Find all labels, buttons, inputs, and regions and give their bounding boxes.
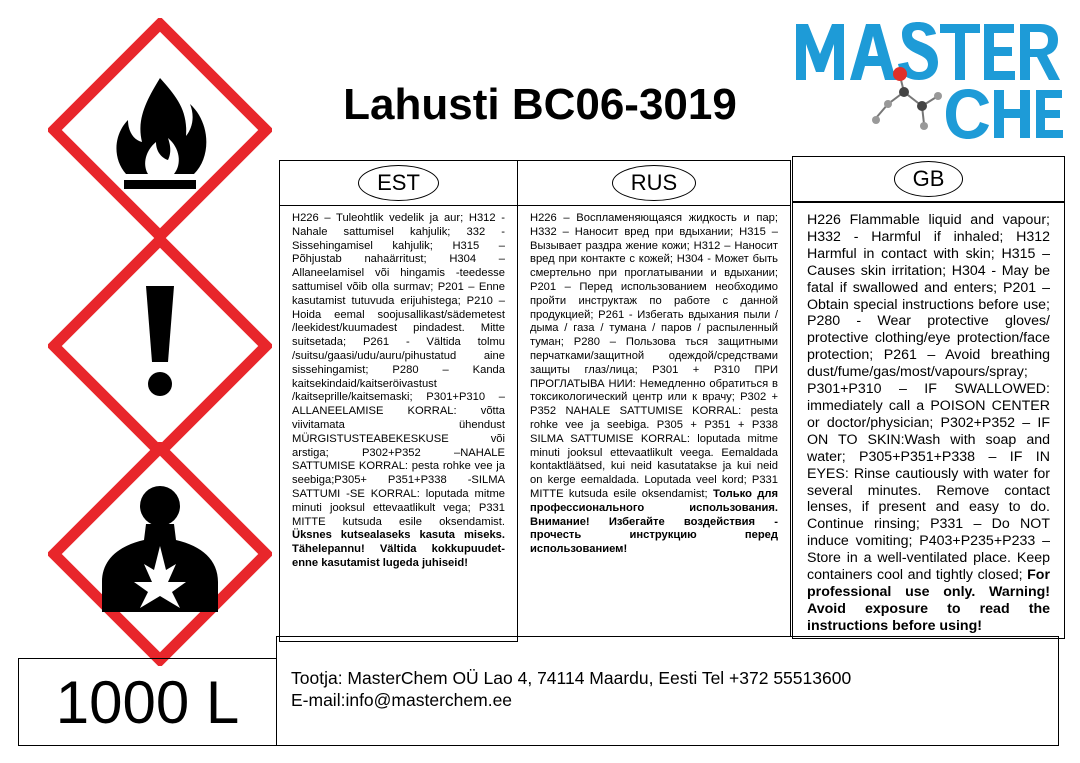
est-warning: Üksnes kutsealaseks kasuta miseks. Tähelepannu! Vältida kokkupuudet-enne kasutamist lugeda juhiseid! (292, 529, 505, 569)
gb-statements: H226 Flammable liquid and vapour; H332 - Harmful if inhaled; H312 Harmful in contact with skin; H315 – Causes skin irritation; H304 - May be fatal if swallowed and enters; P201 – Obtain special instructions before use; P280 - Wear protective gloves/ protective clothing/eye protection/face protection; P261 – Avoid breathing dust/fume/gas/most/vapours/spray; P301+P310 – IF SWALLOWED: immediately call a POISON CENTER or doctor/physician; P302+P352 – IF ON TO SKIN:Wash with soap and water; P305+P351+P338 – IF IN EYES: Rinse cautiously with water for several minutes. Remove contact lenses, if present and easy to do. Continue rinsing; P331 – Do NOT induce vomiting; P403+P235+P233 – Store in a well-ventilated place. Keep containers cool and tightly closed; (807, 212, 1050, 584)
gb-header-box (792, 156, 1065, 202)
masterchem-logo (790, 14, 1070, 144)
rus-statements: H226 – Воспламеняющаяся жидкость и пар; H332 – Наносит вред при вдыхании; H315 – Вызывает раздра жение кожи; H312 – Наносит вред при контакте с кожей; H304 - Может быть смертельно при проглатывании и вдыхании; P201 – Перед использованием необходимо пройти инструктаж по работе с данной продукцией; P261 - Избегать вдыхания пыли / дыма / газа / тумана / паров / распыленный туман; P280 – Пользова ться защитными перчатками/защитной одеждой/средствами защиты глаз/лица; P301 + P310 ПРИ ПРОГЛАТЫВА НИИ: Немедленно обратиться в токсикологический центр или к врачу; P302 + P352 NAHALE SATTUMISE KORRAL: pesta rohke vee ja seebiga. P305 + P351 + P338 SILMA SATTUMISE KORRAL: loputada mitme minuti jooksul ettevaatlikult veega. Eemaldada kontaktläätsed, kui neid kasutatakse ja kui neid on kerge eemaldada. Loputada veel kord; P331 MITTE kutsuda esile oksendamist; (530, 212, 778, 500)
est-hazard-text (280, 212, 517, 637)
flame-pictogram (48, 18, 272, 242)
manufacturer-address: Tootja: MasterChem OÜ Lao 4, 74114 Maardu, Eesti Tel +372 55513600 (291, 668, 852, 688)
logo-word-master (796, 22, 1060, 80)
exclamation-pictogram (48, 234, 272, 458)
product-title: Lahusti BC06-3019 (343, 80, 737, 129)
logo-word-chem (946, 89, 1063, 139)
rus-hazard-text (518, 212, 790, 632)
rus-header-box (517, 160, 791, 206)
est-language-label: EST (358, 165, 439, 201)
gb-hazard-text (793, 212, 1064, 636)
rus-warning: Только для профессионального использования. Внимание! Избегайте воздействия - прочесть инструкцию перед использованием! (530, 487, 778, 556)
volume-label: 1000 L (18, 658, 277, 746)
est-header-box (279, 160, 518, 206)
est-statements: H226 – Tuleohtlik vedelik ja aur; H312 - Nahale sattumisel kahjulik; 332 - Sissehingamisel kahjulik; H315 – Põhjustab nahaärritust; H304 – Allaneelamisel või hingamis -teedesse sattumisel võib olla surmav; P201 – Enne kasutamist tutuvuda erijuhistega; P210 – Hoida eemal soojusallikast/sädemetest /leekidest/kuumadest pindadest. Mitte suitsetada; P261 - Vältida tolmu /suitsu/gaasi/udu/auru/pihustatud aine sissehingamist; P280 – Kanda kaitsekindaid/kaitseröivastust /kaitseprille/kaitsemaski; P301+P310 – ALLANEELAMISE KORRAL: võtta viivitamata ühendust MÜRGISTUSTEABEKESKUSE või arstiga; P302+P352 –NAHALE SATTUMISE KORRAL: pesta rohke vee ja seebiga;P305+ P351+P338 -SILMA SATTUMI -SE KORRAL: loputada mitme minuti jooksul ettevaatlikult vega; P331 MITTE kutsuda esile oksendamist. (292, 212, 505, 528)
gb-warning: For professional use only. Warning! Avoid exposure to read the instructions before using! (807, 567, 1050, 634)
manufacturer-box (276, 636, 1059, 746)
manufacturer-email: E-mail:info@masterchem.ee (291, 690, 513, 710)
health-hazard-pictogram (48, 442, 272, 666)
gb-language-label: GB (894, 161, 964, 197)
rus-language-label: RUS (612, 165, 696, 201)
